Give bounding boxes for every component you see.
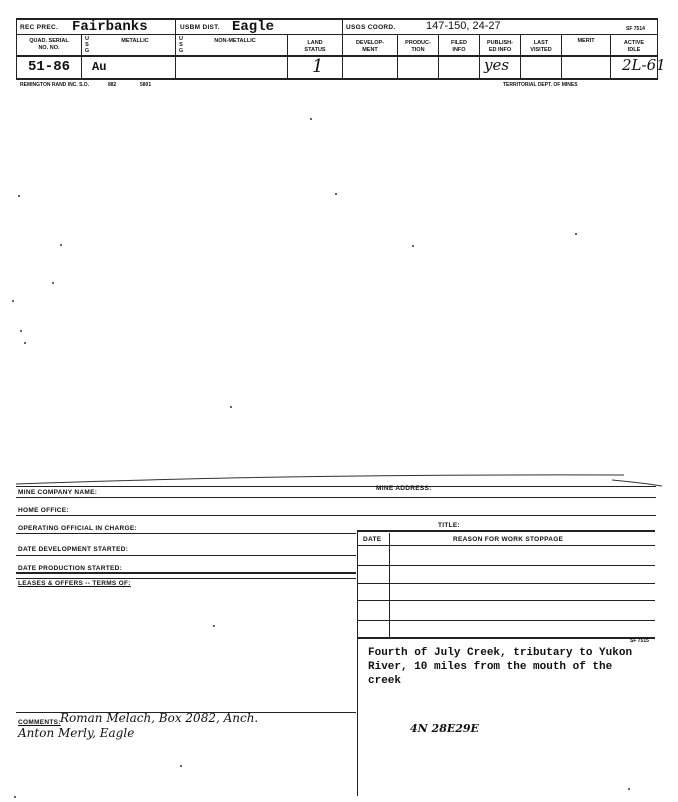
col-metallic: METALLIC: [121, 38, 149, 44]
published-info-value: yes: [484, 56, 510, 74]
rec-prec-value: Fairbanks: [72, 19, 148, 35]
col-published-info: PUBLISH- ED INFO: [487, 40, 513, 53]
dept-imprint: TERRITORIAL DEPT. OF MINES: [503, 82, 578, 88]
col-filed-info: FILED INFO: [451, 40, 467, 53]
title-label: TITLE:: [438, 522, 461, 529]
home-office-label: HOME OFFICE:: [18, 507, 69, 514]
form-number-bottom: SF 7515: [630, 638, 649, 644]
comments-line1: Roman Melach, Box 2082, Anch.: [60, 711, 259, 725]
col-non-metallic: NON-METALLIC: [214, 38, 256, 44]
col-land-status: LAND STATUS: [304, 40, 326, 53]
col-quad-serial: QUAD. SERIAL NO. NO.: [29, 38, 69, 51]
comments-label: COMMENTS:: [18, 719, 61, 726]
usgs-coord-label: USGS COORD.: [346, 24, 396, 31]
operating-official-label: OPERATING OFFICIAL IN CHARGE:: [18, 525, 137, 532]
location-description: Fourth of July Creek, tributary to Yukon River, 10 miles from the mouth of the creek: [368, 647, 633, 687]
col-last-visited: LAST VISITED: [530, 40, 552, 53]
col-development: DEVELOP- MENT: [355, 40, 385, 53]
col-production: PRODUC- TION: [405, 40, 431, 53]
leases-offers-label: LEASES & OFFERS -- TERMS OF:: [18, 580, 131, 587]
usbm-dist-value: Eagle: [232, 19, 275, 35]
printer-num1: 882: [108, 82, 117, 88]
usgs-coord-value: 147-150, 24-27: [426, 20, 501, 32]
map-reference: 4N 28E29E: [410, 722, 479, 735]
mine-company-name-label: MINE COMPANY NAME:: [18, 489, 98, 496]
serial-value: 51-86: [28, 59, 71, 75]
date-prod-started-label: DATE PRODUCTION STARTED:: [18, 565, 123, 572]
col-usg-metallic: U S G: [84, 36, 90, 54]
reason-col-header: REASON FOR WORK STOPPAGE: [453, 536, 564, 543]
usbm-dist-label: USBM DIST.: [180, 24, 220, 31]
printer-imprint: REMINGTON RAND INC. S.O.: [20, 82, 90, 88]
col-merit: MERIT: [577, 38, 595, 44]
date-col-header: DATE: [363, 536, 382, 543]
printer-num2: 5801: [140, 82, 152, 88]
col-usg-nonmetallic: U S G: [178, 36, 184, 54]
metallic-value: Au: [92, 60, 107, 74]
rec-prec-label: REC PREC.: [20, 24, 59, 31]
col-active-idle: ACTIVE IDLE: [623, 40, 645, 53]
comments-line2: Anton Merly, Eagle: [18, 726, 135, 740]
form-top-edge: [14, 472, 664, 492]
mine-address-label: MINE ADDRESS:: [376, 485, 432, 492]
date-dev-started-label: DATE DEVELOPMENT STARTED:: [18, 546, 129, 553]
land-status-value: 1: [312, 56, 324, 77]
active-idle-value: 2L-61: [622, 56, 666, 74]
form-number: SF 7514: [626, 26, 645, 32]
